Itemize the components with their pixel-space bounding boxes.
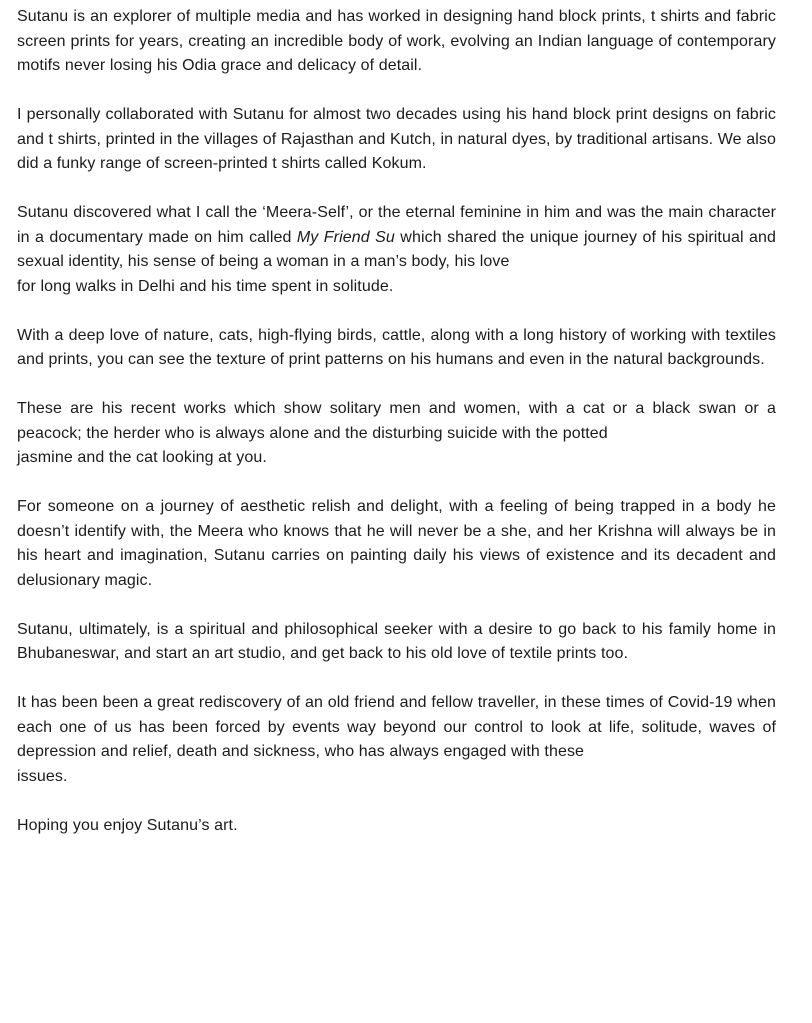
text-run: Hoping you enjoy Sutanu’s art.: [17, 816, 238, 834]
paragraph-2: [17, 103, 776, 177]
paragraph-3: [17, 201, 776, 299]
paragraph-5: [17, 397, 776, 471]
text-run: Sutanu discovered what I call the ‘Meera-Self’, or the eternal feminine in him and was the main character in a documentary made on him called: [17, 204, 776, 246]
paragraph-1: [17, 5, 776, 79]
paragraph-4: [17, 324, 776, 373]
text-run: These are his recent works which show solitary men and women, with a cat or a black swan or a peacock; the herder who is always alone and the disturbing suicide with the potted: [17, 400, 776, 442]
text-run: I personally collaborated with Sutanu for almost two decades using his hand block print designs on fabric and t shirts, printed in the villages of Rajasthan and Kutch, in natural dyes, by traditional artisans. We also did a funky range of screen-printed t shirts called Kokum.: [17, 106, 776, 172]
paragraph-7: [17, 618, 776, 667]
text-run: issues.: [17, 767, 68, 785]
text-run: It has been been a great rediscovery of an old friend and fellow traveller, in these times of Covid-19 when each one of us has been forced by events way beyond our control to look at life, solitude, waves of depression and relief, death and sickness, who has always engaged with these: [17, 694, 776, 760]
text-run: jasmine and the cat looking at you.: [17, 449, 267, 466]
paragraph-9: [17, 814, 776, 839]
text-run: For someone on a journey of aesthetic relish and delight, with a feeling of being trapped in a body he doesn’t identify with, the Meera who knows that he will never be a she, and her Krishna will always be in his heart and imagination, Sutanu carries on painting daily his views of existence and its decadent and delusionary magic.: [17, 498, 776, 589]
paragraph-8: [17, 691, 776, 789]
paragraph-6: [17, 495, 776, 593]
text-run: With a deep love of nature, cats, high-flying birds, cattle, along with a long history of working with textiles and prints, you can see the texture of print patterns on his humans and even in the natural backgrounds.: [17, 326, 776, 368]
document-body: [17, 5, 776, 838]
text-run: for long walks in Delhi and his time spent in solitude.: [17, 277, 394, 295]
text-run: which shared the unique journey of his spiritual and sexual identity, his sense of being a woman in a man’s body, his love: [17, 228, 777, 270]
text-run: Sutanu, ultimately, is a spiritual and philosophical seeker with a desire to go back to his family home in Bhubaneswar, and start an art studio, and get back to his old love of textile prints too.: [17, 620, 776, 662]
italic-text-run: My Friend Su: [296, 228, 395, 246]
text-run: Sutanu is an explorer of multiple media and has worked in designing hand block prints, t shirts and fabric screen prints for years, creating an incredible body of work, evolving an Indian language of contemporary motifs never losing his Odia grace and delicacy of detail.: [17, 8, 776, 74]
